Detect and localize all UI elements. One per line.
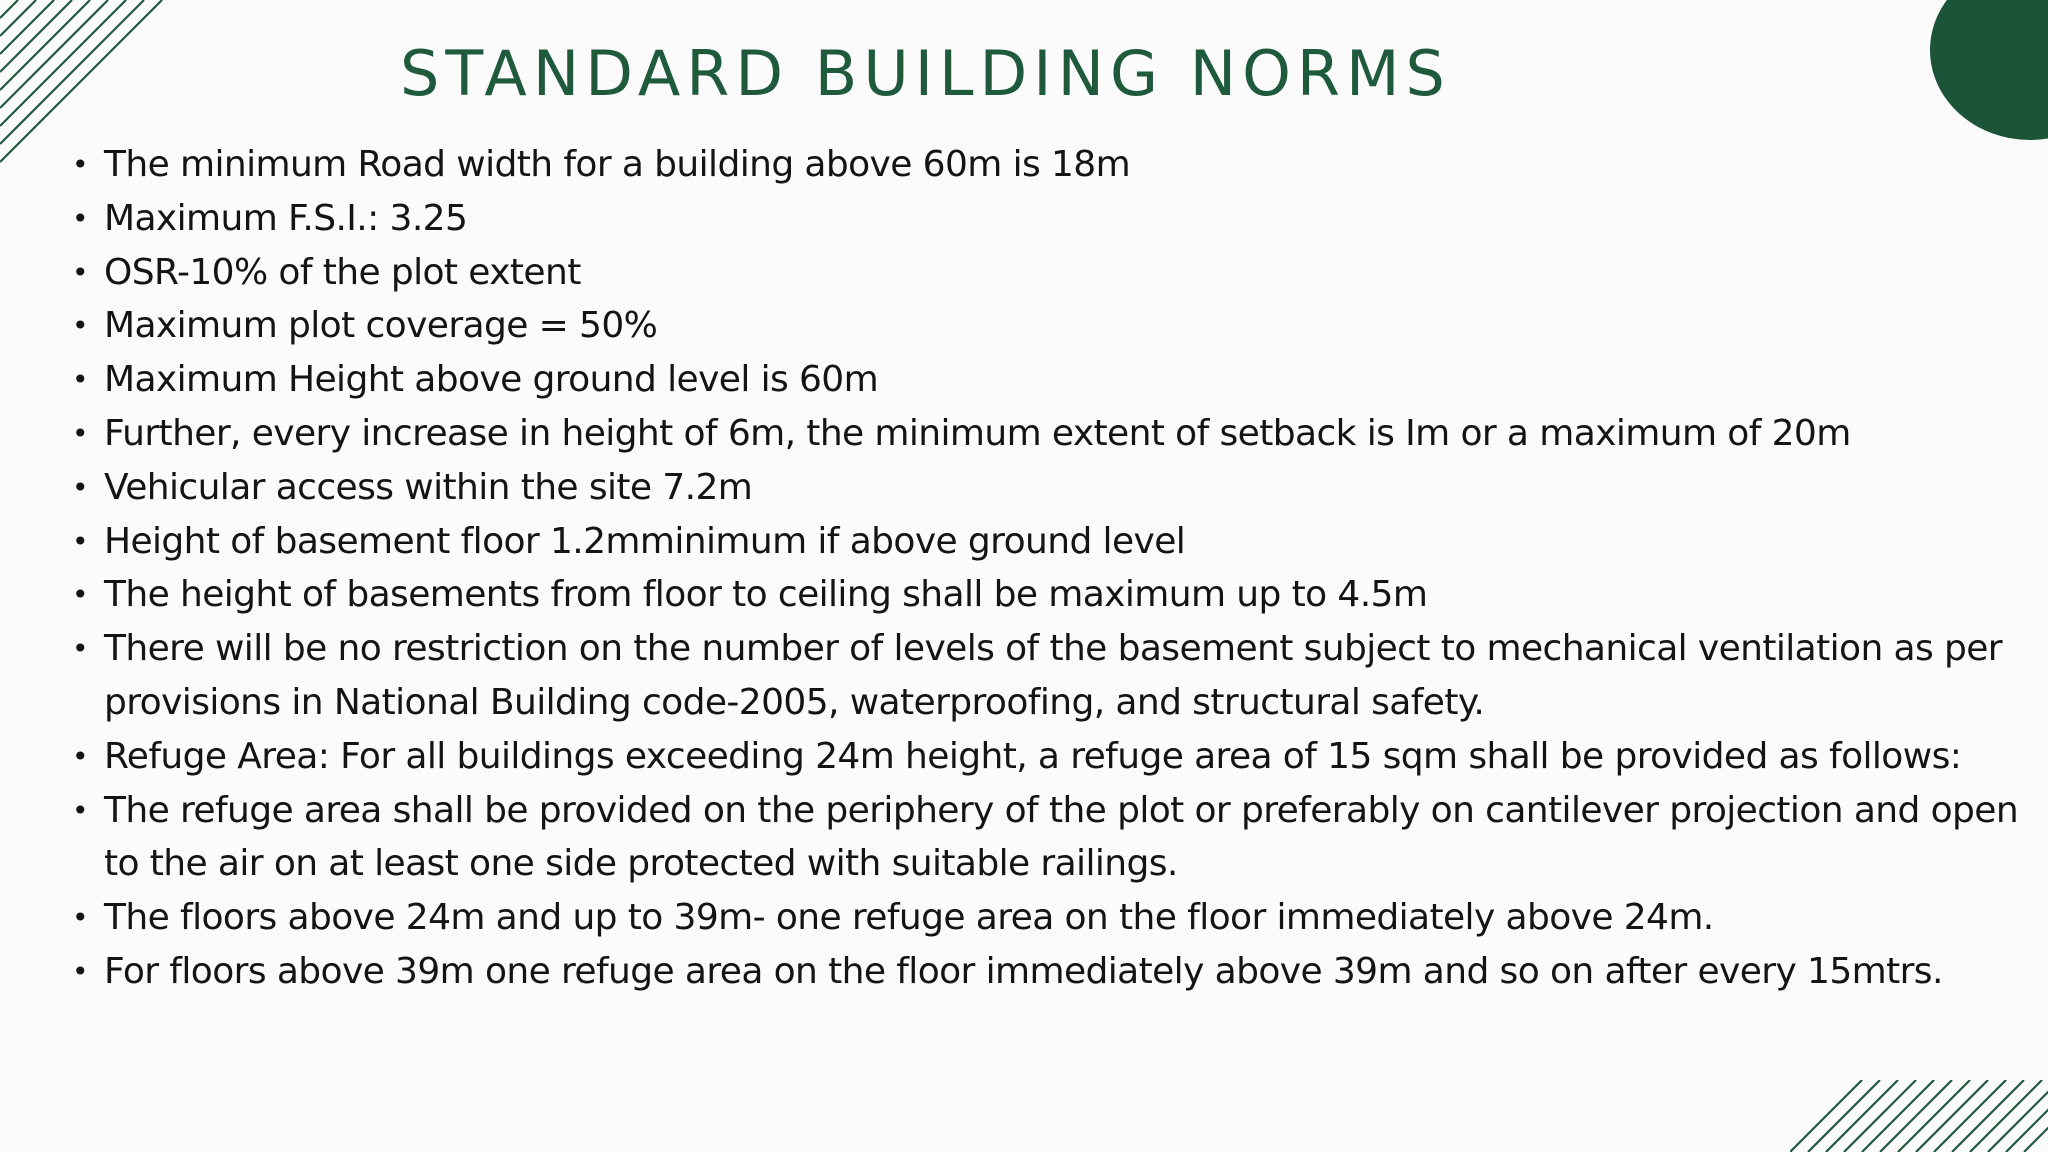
- stripe-lines: [1790, 1080, 2048, 1152]
- slide-title: STANDARD BUILDING NORMS: [400, 37, 1451, 110]
- bullet-text: Further, every increase in height of 6m, the minimum extent of setback is Im or a maximum of 20m: [104, 412, 1851, 454]
- bullet-dot-icon: •: [72, 578, 88, 612]
- bullet-item: [70, 246, 2030, 300]
- circle-decoration-top-right: [1930, 0, 2048, 140]
- bullet-dot-icon: •: [72, 739, 88, 773]
- bullet-item: [70, 568, 2030, 622]
- bullet-dot-icon: •: [72, 201, 88, 235]
- bullet-dot-icon: •: [72, 632, 88, 666]
- bullet-dot-icon: •: [72, 470, 88, 504]
- bullet-text: The refuge area shall be provided on the periphery of the plot or preferably on cantilever projection and open to the air on at least one side protected with suitable railings.: [104, 789, 2019, 885]
- bullet-dot-icon: •: [72, 309, 88, 343]
- bullet-item: [70, 622, 2030, 730]
- bullet-item: [70, 515, 2030, 569]
- bullet-text: The minimum Road width for a building above 60m is 18m: [104, 144, 1131, 185]
- bullet-text: Maximum plot coverage = 50%: [104, 305, 658, 347]
- bullet-text: For floors above 39m one refuge area on the floor immediately above 39m and so on after every 15mtrs.: [104, 950, 1943, 992]
- bullet-item: [70, 407, 2030, 461]
- bullet-text: The height of basements from floor to ceiling shall be maximum up to 4.5m: [104, 574, 1428, 616]
- bullet-text: Refuge Area: For all buildings exceeding 24m height, a refuge area of 15 sqm shall be provided as follows:: [104, 735, 1962, 777]
- bullet-dot-icon: •: [72, 148, 88, 181]
- bullet-text: OSR-10% of the plot extent: [104, 251, 581, 293]
- bullet-text: Maximum F.S.I.: 3.25: [104, 197, 468, 239]
- bullet-dot-icon: •: [72, 954, 88, 988]
- bullet-list: [70, 138, 2030, 999]
- diagonal-stripes-decoration-bottom-right: [1790, 1080, 2048, 1152]
- bullet-item: [70, 138, 2030, 192]
- bullet-item: [70, 730, 2030, 784]
- bullet-item: [70, 192, 2030, 246]
- bullet-text: Maximum Height above ground level is 60m: [104, 359, 879, 401]
- bullet-item: [70, 299, 2030, 353]
- bullet-text: The floors above 24m and up to 39m- one refuge area on the floor immediately above 24m.: [104, 897, 1714, 939]
- bullet-text: Vehicular access within the site 7.2m: [104, 466, 753, 508]
- bullet-text: Height of basement floor 1.2mminimum if above ground level: [104, 520, 1186, 562]
- bullet-item: [70, 945, 2030, 999]
- bullet-dot-icon: •: [72, 524, 88, 558]
- bullet-item: [70, 461, 2030, 515]
- bullet-dot-icon: •: [72, 363, 88, 397]
- bullet-dot-icon: •: [72, 793, 88, 827]
- bullet-dot-icon: •: [72, 416, 88, 450]
- bullet-item: [70, 353, 2030, 407]
- bullet-item: [70, 891, 2030, 945]
- bullet-item: [70, 784, 2030, 892]
- bullet-dot-icon: •: [72, 901, 88, 935]
- bullet-dot-icon: •: [72, 255, 88, 289]
- bullet-text: There will be no restriction on the number of levels of the basement subject to mechanical ventilation as per provisions in National Building code-2005, waterproofing, and structural safety.: [104, 628, 2003, 723]
